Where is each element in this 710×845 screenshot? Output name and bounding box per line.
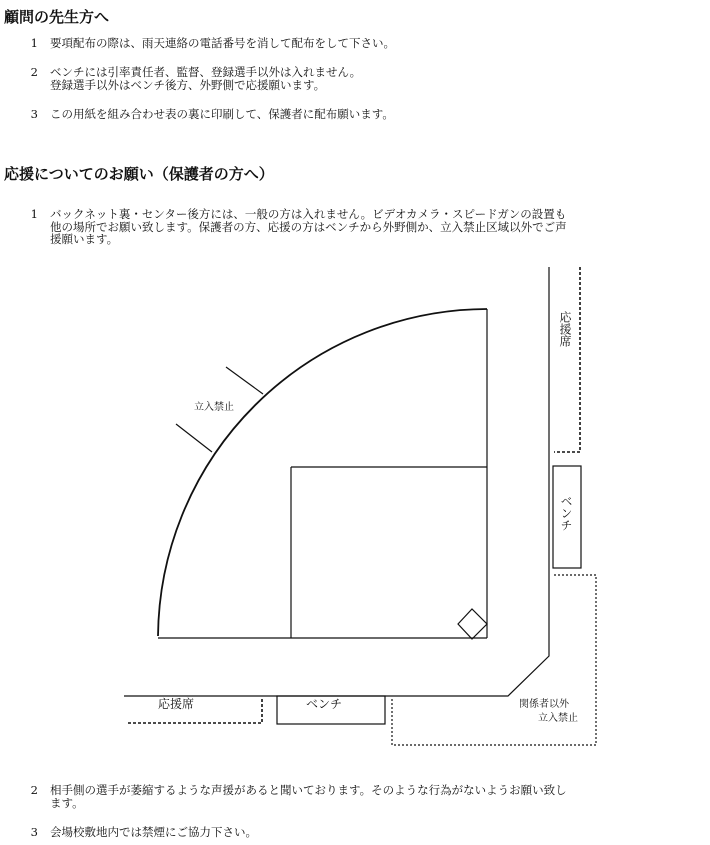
cheer-area-bottom xyxy=(128,698,262,723)
no-entry-mark-top xyxy=(226,367,263,394)
staff-label-1: 関係者以外 xyxy=(519,699,569,710)
no-entry-mark-bottom xyxy=(176,424,212,452)
item-number: 2 xyxy=(30,65,38,79)
cheer-label-bottom: 応援席 xyxy=(158,697,195,711)
item-text: この用紙を組み合わせ表の裏に印刷して、保護者に配布願います。 xyxy=(50,107,394,121)
item-text: 登録選手以外はベンチ後方、外野側で応援願います。 xyxy=(50,77,326,92)
item-number: 1 xyxy=(30,36,38,50)
home-plate xyxy=(458,609,487,639)
item-text: 要項配布の際は、雨天連絡の電話番号を消して配布をして下さい。 xyxy=(50,36,395,50)
outfield-arc xyxy=(158,309,487,636)
item-text: 他の場所でお願い致します。保護者の方、応援の方はベンチから外野側か、立入禁止区域以外でご声 xyxy=(50,219,567,234)
item-number: 3 xyxy=(30,107,38,121)
item-text: ベンチには引率責任者、監督、登録選手以外は入れません。 xyxy=(50,65,362,79)
cheer-area-right xyxy=(554,267,580,452)
item-text: 援願います。 xyxy=(50,232,119,246)
heading-cheering: 応援についてのお願い（保護者の方へ） xyxy=(4,165,274,183)
backstop-fence xyxy=(124,267,549,696)
heading-advisors: 顧問の先生方へ xyxy=(4,8,110,26)
item-text: 会場校敷地内では禁煙にご協力下さい。 xyxy=(50,825,257,839)
item-text: バックネット裏・センター後方には、一般の方は入れません。ビデオカメラ・スピードガンの設置も xyxy=(50,207,567,221)
cheer-label-right: 応援席 xyxy=(558,311,572,347)
staff-label-2: 立入禁止 xyxy=(538,713,578,724)
item-text: ます。 xyxy=(50,795,84,810)
item-number: 1 xyxy=(30,207,38,221)
item-number: 2 xyxy=(30,783,38,797)
no-entry-label: 立入禁止 xyxy=(194,402,234,413)
bench-label-right: ベンチ xyxy=(559,495,573,531)
bench-label-bottom: ベンチ xyxy=(306,697,343,711)
item-number: 3 xyxy=(30,825,38,839)
item-text: 相手側の選手が萎縮するような声援があると聞いております。そのような行為がないようお願い致し xyxy=(50,783,567,797)
